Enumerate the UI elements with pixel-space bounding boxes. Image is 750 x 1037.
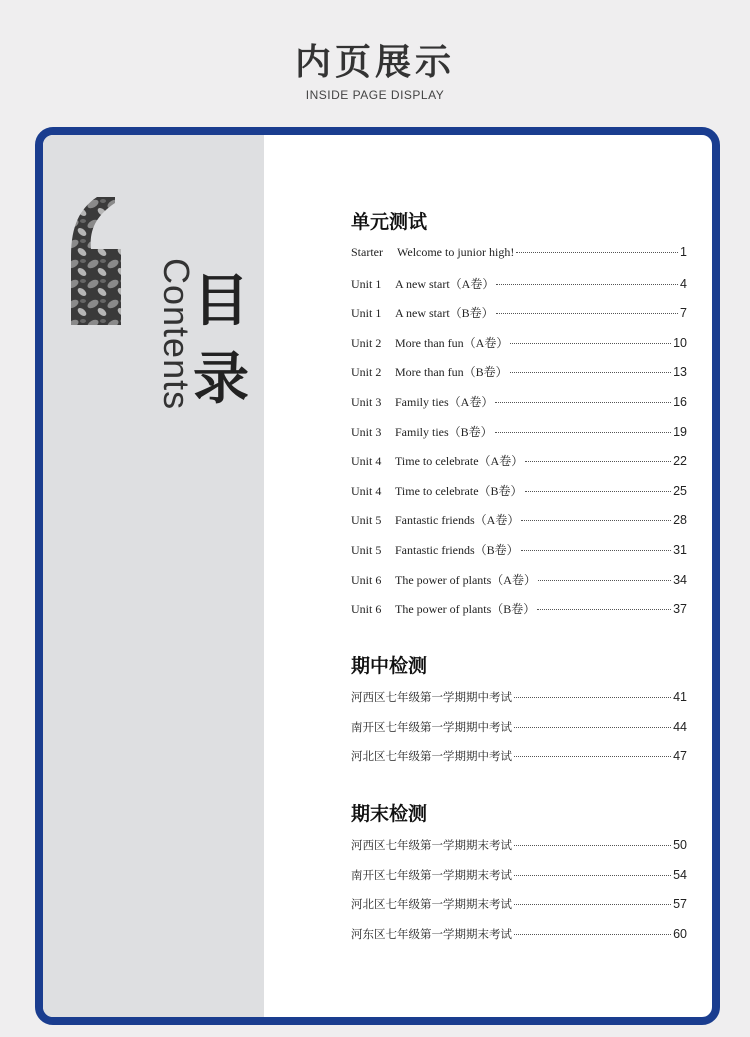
dot-leader (521, 550, 671, 551)
dot-leader (496, 313, 678, 314)
toc-entry-page-number: 54 (673, 867, 687, 882)
toc-entry-title: 南开区七年级第一学期期末考试 (351, 867, 512, 882)
toc-entry-unit: Unit 2 (351, 365, 382, 380)
dot-leader (537, 609, 671, 610)
toc-entry-unit: Unit 3 (351, 395, 382, 409)
toc-entry-unit: Unit 3 (351, 424, 382, 439)
dot-leader (514, 845, 671, 846)
toc-entry-title: More than fun（B卷） (395, 365, 508, 380)
section-title: 单元测试 (351, 211, 428, 233)
toc-entry-page-number: 4 (680, 276, 687, 291)
toc-entry-page-number: 47 (673, 749, 687, 764)
toc-entry-title: The power of plants（A卷） (395, 572, 536, 587)
toc-entry-title: 河西区七年级第一学期期末考试 (351, 838, 512, 852)
dot-leader (514, 934, 671, 935)
toc-entry-page-number: 60 (673, 926, 687, 941)
dot-leader (496, 284, 678, 285)
toc-entry-title: Time to celebrate（A卷） (395, 454, 524, 469)
toc-entry[interactable] (351, 393, 687, 411)
toc-entry-unit: Unit 4 (351, 454, 382, 469)
dot-leader (495, 402, 671, 403)
toc-entry[interactable] (351, 482, 687, 500)
leaf-quote-icon (67, 197, 125, 325)
toc-entry-page-number: 34 (673, 572, 687, 587)
toc-entry-page-number: 13 (673, 365, 687, 380)
dot-leader (538, 580, 671, 581)
toc-entry-title: Welcome to junior high! (397, 245, 515, 259)
toc-entry-title: 河西区七年级第一学期期中考试 (351, 690, 512, 704)
toc-entry-title: Family ties（A卷） (395, 395, 494, 409)
toc-entry-page-number: 25 (673, 483, 687, 498)
dot-leader (514, 697, 671, 698)
toc-entry[interactable] (351, 896, 687, 914)
toc-entry-page-number: 28 (673, 513, 687, 528)
toc-entry[interactable] (351, 245, 687, 263)
toc-entry-unit: Starter (351, 245, 383, 259)
toc-entry[interactable] (351, 926, 687, 944)
toc-entry-title: Fantastic friends（B卷） (395, 543, 519, 557)
toc-entry-page-number: 50 (673, 838, 687, 852)
section-title: 期末检测 (351, 803, 428, 825)
toc-entry-page-number: 16 (673, 395, 687, 409)
dot-leader (514, 904, 671, 905)
toc-entry-page-number: 31 (673, 543, 687, 557)
toc-entry[interactable] (351, 867, 687, 885)
toc-entry-page-number: 7 (680, 306, 687, 321)
toc-entry-unit: Unit 4 (351, 483, 382, 498)
toc-entry-title: 河东区七年级第一学期期末考试 (351, 926, 512, 941)
toc-entry-title: Fantastic friends（A卷） (395, 513, 520, 528)
toc-entry-page-number: 1 (680, 245, 687, 259)
dot-leader (514, 875, 671, 876)
contents-char-1: 目 (193, 269, 249, 334)
toc-entry-unit: Unit 6 (351, 602, 382, 617)
toc-entry-page-number: 57 (673, 897, 687, 912)
toc-entry-unit: Unit 5 (351, 543, 382, 557)
toc-entry[interactable] (351, 571, 687, 589)
page-subtitle: INSIDE PAGE DISPLAY (305, 88, 445, 102)
book-page-frame (35, 127, 720, 1025)
toc-entry-unit: Unit 6 (351, 572, 382, 587)
toc-entry-unit: Unit 1 (351, 276, 382, 291)
contents-side-panel (43, 135, 264, 1017)
toc-entry[interactable] (351, 719, 687, 737)
toc-entry-title: 南开区七年级第一学期期中考试 (351, 719, 512, 734)
toc-entry[interactable] (351, 511, 687, 529)
toc-entry[interactable] (351, 275, 687, 293)
toc-entry-page-number: 41 (673, 690, 687, 704)
toc-entry-title: More than fun（A卷） (395, 335, 509, 350)
page-title: 内页展示 (294, 42, 455, 83)
toc-entry-title: The power of plants（B卷） (395, 602, 536, 617)
toc-entry[interactable] (351, 837, 687, 855)
dot-leader (510, 372, 671, 373)
toc-entry-page-number: 10 (673, 335, 687, 350)
toc-entry-page-number: 37 (673, 602, 687, 617)
toc-entry[interactable] (351, 452, 687, 470)
dot-leader (516, 252, 678, 253)
toc-entry-title: A new start（B卷） (395, 306, 494, 321)
dot-leader (521, 520, 671, 521)
toc-entry[interactable] (351, 304, 687, 322)
contents-english-label: Contents (156, 258, 197, 411)
dot-leader (514, 756, 671, 757)
dot-leader (525, 461, 671, 462)
toc-entry-unit: Unit 5 (351, 513, 382, 528)
toc-entry[interactable] (351, 689, 687, 707)
toc-entry[interactable] (351, 334, 687, 352)
toc-entry[interactable] (351, 541, 687, 559)
toc-entry-page-number: 22 (673, 454, 687, 469)
toc-entry-title: 河北区七年级第一学期期末考试 (351, 897, 512, 912)
contents-char-2: 录 (193, 347, 249, 412)
toc-entry-page-number: 19 (673, 424, 687, 439)
toc-entry-title: A new start（A卷） (395, 276, 495, 291)
toc-entry-title: Time to celebrate（B卷） (395, 483, 523, 498)
section-title: 期中检测 (351, 655, 428, 677)
dot-leader (495, 432, 671, 433)
toc-entry-page-number: 44 (673, 719, 687, 734)
dot-leader (510, 343, 671, 344)
contents-chinese-label (191, 263, 251, 419)
dot-leader (525, 491, 672, 492)
toc-entry[interactable] (351, 748, 687, 766)
toc-entry-unit: Unit 2 (351, 335, 382, 350)
toc-entry-title: 河北区七年级第一学期期中考试 (351, 749, 512, 764)
toc-entry-title: Family ties（B卷） (395, 424, 493, 439)
toc-entry[interactable] (351, 423, 687, 441)
toc-entry[interactable] (351, 600, 687, 618)
toc-entry[interactable] (351, 363, 687, 381)
toc-entry-unit: Unit 1 (351, 306, 382, 321)
dot-leader (514, 727, 671, 728)
